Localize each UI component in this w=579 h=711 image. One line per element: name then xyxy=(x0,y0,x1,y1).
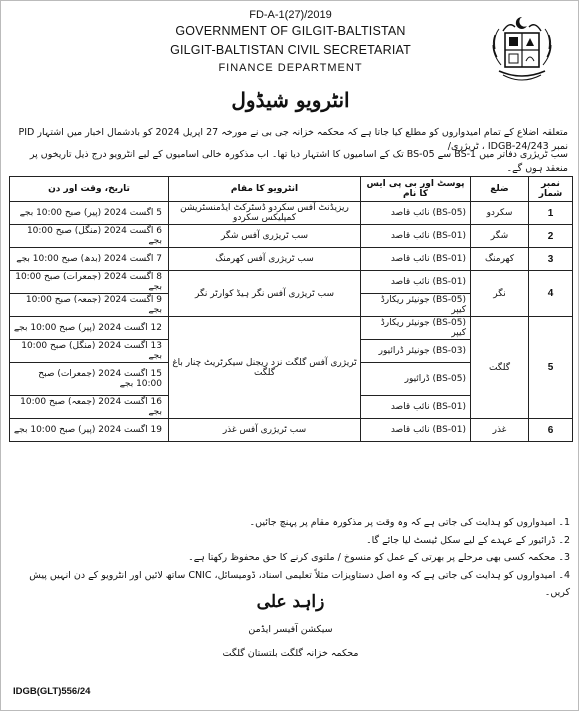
venue-cell: سب ٹریژری آفس شگر xyxy=(169,225,361,248)
intro-paragraph-line1: متعلقہ اضلاع کے تمام امیدواروں کو مطلع کیا جاتا ہے کہ محکمہ خزانہ جی بی نے مورخہ 27 اپریل 2024 کو بادشمال اخبار میں اشتہار PID نمبر IDGB-24/243 ، ٹریژری/ xyxy=(18,127,568,152)
date-cell: 5 اگست 2024 (پیر) صبح 10:00 بجے xyxy=(10,202,169,225)
header-serial: نمبر شمار xyxy=(529,177,573,202)
table-row xyxy=(10,225,573,248)
post-cell: (BS-05) جونیئر ریکارڈ کیپر xyxy=(361,294,471,317)
date-cell: 16 اگست 2024 (جمعہ) صبح 10:00 بجے xyxy=(10,396,169,419)
serial-cell: 3 xyxy=(529,248,573,271)
venue-cell: سب ٹریژری آفس نگر ہیڈ کوارٹر نگر xyxy=(169,271,361,317)
post-cell: (BS-03) جونیئر ڈرائیور xyxy=(361,340,471,363)
header-venue: انٹرویو کا مقام xyxy=(169,177,361,202)
venue-cell: سب ٹریژری آفس کھرمنگ xyxy=(169,248,361,271)
serial-cell: 1 xyxy=(529,202,573,225)
venue-cell: ریزیڈنٹ آفس سکردو ڈسٹرکٹ ایڈمنسٹریشن کمپلیکس سکردو xyxy=(169,202,361,225)
district-cell: شگر xyxy=(471,225,529,248)
signatory-name: زاہد علی xyxy=(256,592,325,612)
district-cell: کھرمنگ xyxy=(471,248,529,271)
date-cell: 9 اگست 2024 (جمعہ) صبح 10:00 بجے xyxy=(10,294,169,317)
table-row xyxy=(10,419,573,442)
post-cell: (BS-01) نائب قاصد xyxy=(361,419,471,442)
department-heading: FINANCE DEPARTMENT xyxy=(218,62,363,74)
interview-schedule-table xyxy=(9,176,573,442)
venue-cell: ٹریژری آفس گلگت نزد ریجنل سیکرٹریٹ چنار باغ گلگت xyxy=(169,317,361,419)
table-row xyxy=(10,202,573,225)
table-header-row xyxy=(10,177,573,202)
serial-cell: 6 xyxy=(529,419,573,442)
government-emblem-icon xyxy=(489,13,555,85)
district-cell: سکردو xyxy=(471,202,529,225)
post-cell: (BS-01) نائب قاصد xyxy=(361,248,471,271)
page-title: انٹرویو شیڈول xyxy=(231,88,350,112)
instruction-item: 2۔ ڈرائیور کے عہدے کے لیے سکل ٹیسٹ لیا جائے گا۔ xyxy=(366,534,570,546)
serial-cell: 5 xyxy=(529,317,573,419)
reference-number: FD-A-1(27)/2019 xyxy=(249,9,332,21)
signatory-department: محکمہ خزانہ گلگت بلتستان گلگت xyxy=(222,648,359,659)
post-cell: (BS-05) نائب قاصد xyxy=(361,202,471,225)
instruction-item: 3۔ محکمہ کسی بھی مرحلے پر بھرتی کے عمل کو منسوخ / ملتوی کرنے کا حق محفوظ رکھتا ہے۔ xyxy=(188,552,570,563)
secretariat-heading: GILGIT-BALTISTAN CIVIL SECRETARIAT xyxy=(170,43,411,57)
serial-cell: 2 xyxy=(529,225,573,248)
post-cell: (BS-05) ڈرائیور xyxy=(361,363,471,396)
date-cell: 12 اگست 2024 (پیر) صبح 10:00 بجے xyxy=(10,317,169,340)
header-date: تاریخ، وقت اور دن xyxy=(10,177,169,202)
intro-paragraph-line2: سب ٹریژری دفاتر میں BS-1 سے BS-05 تک کے اسامیوں کا اشتہار دیا تھا۔ اب مذکورہ خالی اسامیوں کے لیے انٹرویو درج ذیل تاریخوں پر منعقد ہوں گے۔ xyxy=(29,149,568,174)
government-heading: GOVERNMENT OF GILGIT-BALTISTAN xyxy=(175,24,406,38)
serial-cell: 4 xyxy=(529,271,573,317)
post-cell: (BS-01) نائب قاصد xyxy=(361,271,471,294)
date-cell: 7 اگست 2024 (بدھ) صبح 10:00 بجے xyxy=(10,248,169,271)
signatory-designation: سیکشن آفیسر ایڈمن xyxy=(248,624,333,635)
header-post: پوسٹ اور بی پی ایس کا نام xyxy=(361,177,471,202)
table-row xyxy=(10,248,573,271)
table-row xyxy=(10,317,573,340)
date-cell: 13 اگست 2024 (منگل) صبح 10:00 بجے xyxy=(10,340,169,363)
instruction-item: 4۔ امیدواروں کو ہدایت کی جاتی ہے کہ وہ اصل دستاویزات مثلاً تعلیمی اسناد، ڈومیسائل، CNIC ساتھ لائیں اور انٹرویو کے دن انہیں پیش کریں۔ xyxy=(29,569,570,598)
footer-reference: IDGB(GLT)556/24 xyxy=(13,686,91,697)
date-cell: 8 اگست 2024 (جمعرات) صبح 10:00 بجے xyxy=(10,271,169,294)
venue-cell: سب ٹریژری آفس غذر xyxy=(169,419,361,442)
instruction-item: 1۔ امیدواروں کو ہدایت کی جاتی ہے کہ وہ وقت پر مذکورہ مقام پر پہنچ جائیں۔ xyxy=(249,517,570,528)
post-cell: (BS-01) نائب قاصد xyxy=(361,225,471,248)
district-cell: نگر xyxy=(471,271,529,317)
date-cell: 15 اگست 2024 (جمعرات) صبح 10:00 بجے xyxy=(10,363,169,396)
header-district: ضلع xyxy=(471,177,529,202)
district-cell: غذر xyxy=(471,419,529,442)
district-cell: گلگت xyxy=(471,317,529,419)
table-row xyxy=(10,271,573,294)
post-cell: (BS-05) جونیئر ریکارڈ کیپر xyxy=(361,317,471,340)
date-cell: 6 اگست 2024 (منگل) صبح 10:00 بجے xyxy=(10,225,169,248)
post-cell: (BS-01) نائب قاصد xyxy=(361,396,471,419)
date-cell: 19 اگست 2024 (پیر) صبح 10:00 بجے xyxy=(10,419,169,442)
instructions-list xyxy=(15,514,570,602)
